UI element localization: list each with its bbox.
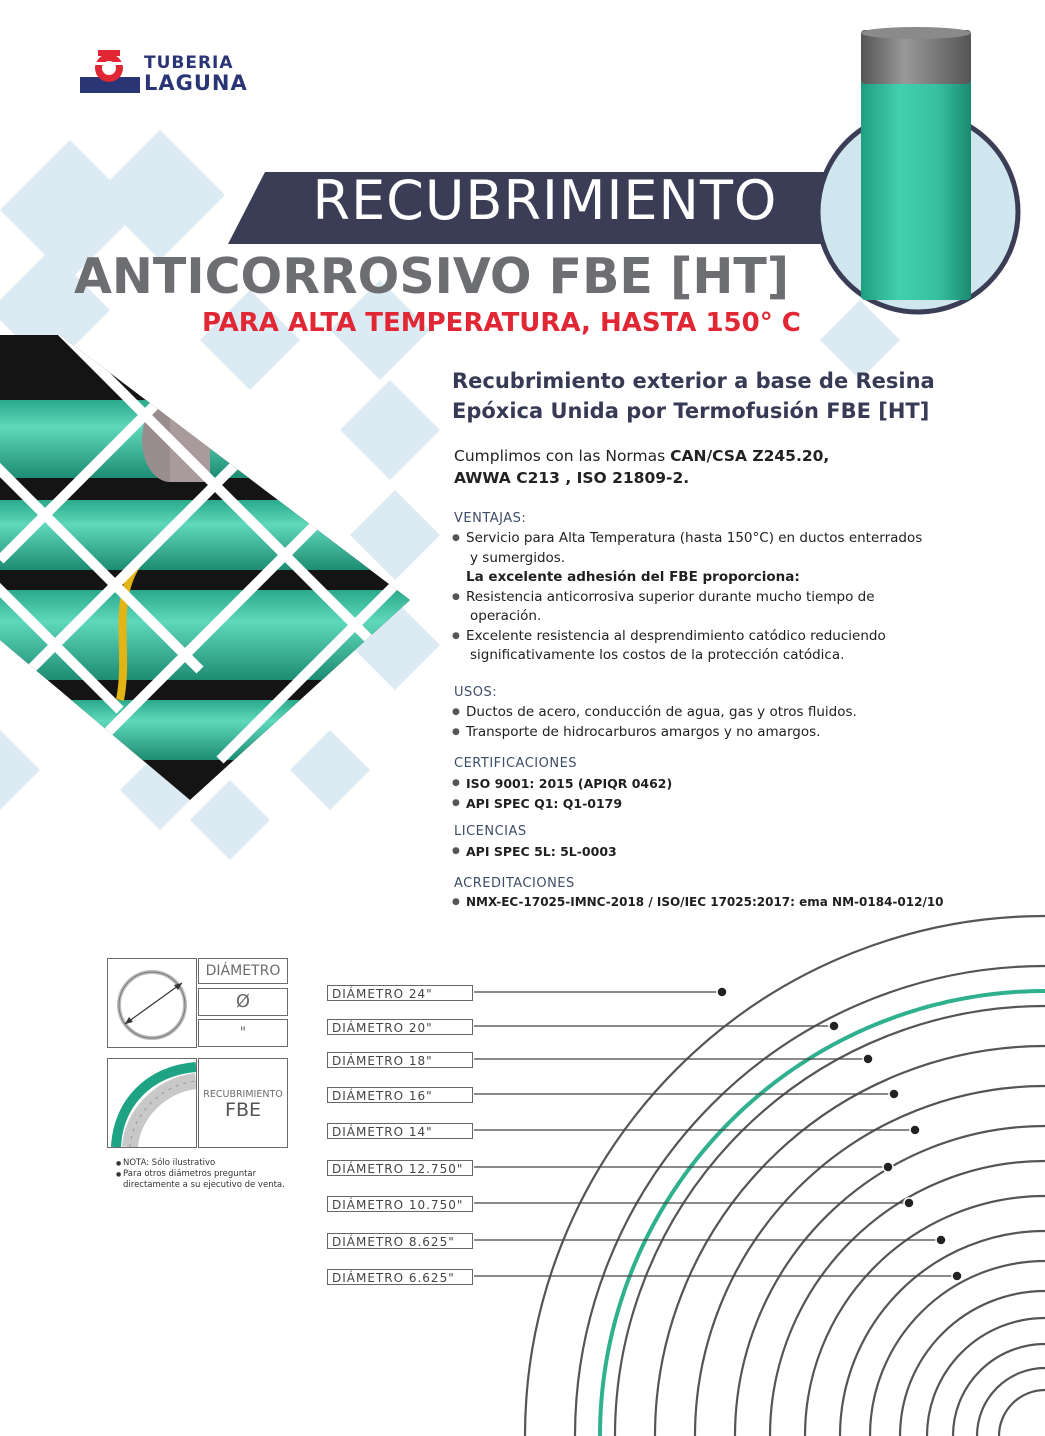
coating-legend-icon xyxy=(107,1058,197,1148)
acreditaciones-list xyxy=(452,893,1042,913)
licencias-title: LICENCIAS xyxy=(454,824,527,839)
brand-line1: TUBERIA xyxy=(144,53,234,73)
licencias-list xyxy=(452,842,1042,862)
ventajas-item2b: operación. xyxy=(470,608,542,624)
legend-diametro: DIÁMETRO xyxy=(198,958,288,984)
note-1: ● NOTA: Sólo ilustrativo xyxy=(116,1158,296,1169)
diameter-label-24: DIÁMETRO 24" xyxy=(327,985,473,1001)
brand-line2: LAGUNA xyxy=(144,71,248,95)
certificaciones-title: CERTIFICACIONES xyxy=(454,756,578,771)
diameter-label-20: DIÁMETRO 20" xyxy=(327,1019,473,1035)
diameter-label-18: DIÁMETRO 18" xyxy=(327,1052,473,1068)
diameter-label-6-625: DIÁMETRO 6.625" xyxy=(327,1269,473,1285)
legend-symbol: Ø xyxy=(198,988,288,1016)
acreditacion-item: ● NMX-EC-17025-IMNC-2018 / ISO/IEC 17025:2017: ema NM-0184-012/10 xyxy=(452,893,1042,913)
ventajas-title: VENTAJAS: xyxy=(454,511,527,526)
note-2b: directamente a su ejecutivo de venta. xyxy=(123,1180,285,1190)
diameter-label-8-625: DIÁMETRO 8.625" xyxy=(327,1233,473,1249)
norms-text xyxy=(454,445,1014,489)
note-2a: ● Para otros diámetros preguntar xyxy=(116,1169,296,1180)
acreditaciones-title: ACREDITACIONES xyxy=(454,876,575,891)
title-line1: RECUBRIMIENTO xyxy=(312,169,778,232)
usos-item: ● Transporte de hidrocarburos amargos y no amargos. xyxy=(452,723,1042,743)
ventajas-list xyxy=(452,529,1042,666)
ventajas-item1a: ● Servicio para Alta Temperatura (hasta 150°C) en ductos enterrados xyxy=(452,529,1042,549)
diameter-label-16: DIÁMETRO 16" xyxy=(327,1087,473,1103)
ventajas-item2a: ● Resistencia anticorrosiva superior durante mucho tiempo de xyxy=(452,588,1042,608)
norms-bold2: AWWA C213 , ISO 21809-2. xyxy=(454,469,690,487)
certificaciones-list xyxy=(452,774,1042,813)
title-line2: ANTICORROSIVO FBE [HT] xyxy=(74,248,790,305)
ventajas-item3a: ● Excelente resistencia al desprendimiento catódico reduciendo xyxy=(452,627,1042,647)
diameter-label-12-750: DIÁMETRO 12.750" xyxy=(327,1160,473,1176)
legend-inch: " xyxy=(198,1019,288,1047)
certificacion-item: ● API SPEC Q1: Q1-0179 xyxy=(452,794,1042,814)
ventajas-intro: La excelente adhesión del FBE proporciona: xyxy=(466,569,800,585)
diameter-label-14: DIÁMETRO 14" xyxy=(327,1123,473,1139)
subhead-line1: Recubrimiento exterior a base de Resina xyxy=(452,369,935,393)
diameter-legend-icon xyxy=(107,958,197,1048)
subhead-line2: Epóxica Unida por Termofusión FBE [HT] xyxy=(452,399,930,423)
brand-logo xyxy=(80,46,250,102)
title-line3: PARA ALTA TEMPERATURA, HASTA 150° C xyxy=(202,308,801,338)
legend-recubrimiento: RECUBRIMIENTO xyxy=(203,1089,283,1100)
legend-coating xyxy=(198,1058,288,1148)
usos-item: ● Ductos de acero, conducción de agua, gas y otros fluidos. xyxy=(452,703,1042,723)
subhead xyxy=(452,366,1032,426)
diameter-label-10-750: DIÁMETRO 10.750" xyxy=(327,1196,473,1212)
pipes-photo xyxy=(0,310,420,810)
notes xyxy=(116,1158,296,1191)
usos-title: USOS: xyxy=(454,685,498,700)
legend-fbe: FBE xyxy=(225,1099,261,1121)
certificacion-item: ● ISO 9001: 2015 (APIQR 0462) xyxy=(452,774,1042,794)
norms-prefix: Cumplimos con las Normas xyxy=(454,447,671,465)
usos-list xyxy=(452,703,1042,742)
licencia-item: ● API SPEC 5L: 5L-0003 xyxy=(452,842,1042,862)
ventajas-item1b: y sumergidos. xyxy=(470,549,566,566)
diameter-arcs xyxy=(525,916,1045,1436)
norms-bold1: CAN/CSA Z245.20, xyxy=(670,447,830,465)
ventajas-item3b: significativamente los costos de la protección catódica. xyxy=(470,647,845,663)
